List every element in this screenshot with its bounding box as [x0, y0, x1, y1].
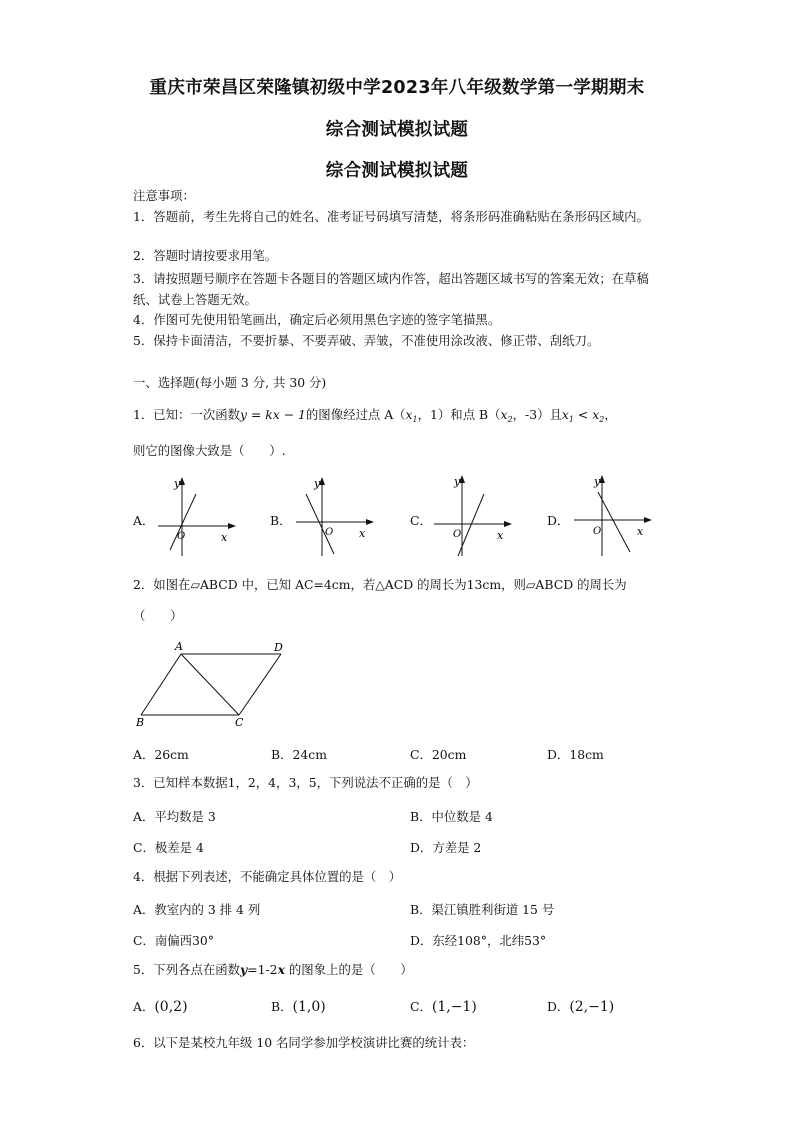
section-heading: 一、选择题(每小题 3 分, 共 30 分) — [133, 375, 327, 390]
q1-option-d-label[interactable]: D． — [547, 513, 570, 528]
q5-option-a-value: (0,2) — [154, 999, 188, 1015]
q3-option-d[interactable]: D．方差是 2 — [410, 840, 482, 855]
vertex-a-label: A — [175, 640, 183, 653]
question-2-line2: （ ） — [133, 608, 183, 623]
q2-option-a[interactable]: A．26cm — [133, 747, 189, 762]
q5-stem-suffix: 的图象上的是（ ） — [284, 962, 413, 977]
q1-option-c-label[interactable]: C． — [410, 513, 432, 528]
vertex-b-label: B — [136, 716, 145, 729]
q1-option-c-graph[interactable] — [428, 470, 518, 560]
q1-c-x-label: x — [497, 529, 504, 542]
note-item-1: 1．答题前，考生先将自己的姓名、准考证号码填写清楚，将条形码准确粘贴在条形码区域内。 — [133, 209, 649, 224]
q1-b-x-label: x — [359, 527, 366, 540]
vertex-d-label: D — [274, 641, 283, 654]
q1-x1: x — [405, 407, 413, 422]
q1-text-5: ， — [604, 407, 617, 422]
note-item-5: 5．保持卡面清洁，不要折暴、不要弄破、弄皱，不准使用涂改液、修正带、刮纸刀。 — [133, 333, 600, 348]
q5-option-d-label: D． — [547, 999, 570, 1014]
q2-option-c[interactable]: C．20cm — [410, 747, 467, 762]
q2-option-d[interactable]: D．18cm — [547, 747, 604, 762]
page-subtitle: 综合测试模拟试题 — [325, 120, 469, 140]
q1-formula: y = kx − 1 — [240, 407, 306, 422]
question-6-stem: 6．以下是某校九年级 10 名同学参加学校演讲比赛的统计表： — [133, 1035, 475, 1050]
note-item-3: 3．请按照题号顺序在答题卡各题目的答题区域内作答，超出答题区域书写的答案无效；在草稿纸、试卷上答题无效。 — [133, 271, 649, 307]
q3-option-a[interactable]: A．平均数是 3 — [133, 809, 216, 824]
page-subtitle-repeat: 综合测试模拟试题 — [325, 161, 469, 181]
q1-option-a-graph[interactable] — [152, 472, 242, 560]
q1-c-y-label: y — [454, 475, 461, 488]
q1-x2-sub: 2 — [507, 415, 513, 424]
q1-option-b-label[interactable]: B． — [270, 513, 292, 528]
q5-option-b[interactable] — [271, 997, 326, 1015]
q4-option-d[interactable]: D．东经108°，北纬53° — [410, 933, 547, 948]
q1-option-a-label[interactable]: A． — [133, 513, 155, 528]
q5-option-a[interactable] — [133, 997, 188, 1015]
question-2-stem: 2．如图在▱ABCD 中，已知 AC=4cm，若△ACD 的周长为13cm，则▱ABCD 的周长为 — [133, 577, 627, 592]
q1-a-y-label: y — [174, 477, 181, 490]
q4-option-a[interactable]: A．教室内的 3 排 4 列 — [133, 902, 261, 917]
q3-option-c[interactable]: C．极差是 4 — [133, 840, 204, 855]
vertex-c-label: C — [235, 716, 244, 729]
page-title: 重庆市荣昌区荣隆镇初级中学2023年八年级数学第一学期期末 — [149, 78, 645, 98]
q2-option-b[interactable]: B．24cm — [271, 747, 327, 762]
question-3-stem: 3．已知样本数据1，2，4，3，5，下列说法不正确的是（ ） — [133, 775, 478, 790]
q5-option-c-value: (1,−1) — [431, 999, 477, 1015]
q1-option-b-graph[interactable] — [290, 472, 380, 560]
q1-cond-x1-sub: 1 — [568, 415, 574, 424]
q4-option-c[interactable]: C．南偏西30° — [133, 933, 215, 948]
q1-a-x-label: x — [221, 531, 228, 544]
question-1-stem — [133, 407, 617, 428]
q1-text-3: ，1）和点 B（ — [417, 407, 501, 422]
note-item-4: 4．作图可先使用铅笔画出，确定后必须用黑色字迹的签字笔描黑。 — [133, 312, 501, 327]
q5-option-b-value: (1,0) — [292, 999, 326, 1015]
q1-cond-x2-sub: 2 — [599, 415, 605, 424]
q1-text-1: 1．已知：一次函数 — [133, 407, 241, 422]
q5-option-c[interactable] — [410, 997, 477, 1015]
notes-heading: 注意事项： — [133, 188, 195, 203]
q1-x1-sub: 1 — [412, 415, 418, 424]
parallelogram-figure — [133, 637, 293, 729]
question-4-stem: 4．根据下列表述，不能确定具体位置的是（ ） — [133, 869, 402, 884]
q1-d-x-label: x — [637, 525, 644, 538]
q5-option-c-label: C． — [410, 999, 432, 1014]
q5-option-d[interactable] — [547, 997, 614, 1015]
q1-text-4: ，-3）且 — [512, 407, 562, 422]
note-item-2: 2．答题时请按要求用笔。 — [133, 248, 278, 263]
q5-option-b-label: B． — [271, 999, 293, 1014]
q3-option-b[interactable]: B．中位数是 4 — [410, 809, 493, 824]
question-1-line2: 则它的图像大致是（ ）. — [133, 443, 286, 458]
q5-option-a-label: A． — [133, 999, 155, 1014]
q4-option-b[interactable]: B．渠江镇胜利街道 15 号 — [410, 902, 555, 917]
q5-func-eq: =1-2 — [247, 962, 278, 977]
q1-cond-x1: x — [561, 407, 569, 422]
q1-text-2: 的图像经过点 A（ — [305, 407, 406, 422]
q5-func-y: y — [240, 962, 248, 977]
q1-b-origin: O — [325, 527, 334, 538]
q1-option-d-graph[interactable] — [568, 470, 658, 560]
q5-stem-prefix: 5．下列各点在函数 — [133, 962, 241, 977]
q1-cond-x2: x — [592, 407, 600, 422]
q1-x2: x — [500, 407, 508, 422]
q5-option-d-value: (2,−1) — [569, 999, 615, 1015]
q1-d-y-label: y — [594, 475, 601, 488]
question-5-stem — [133, 962, 413, 978]
q1-cond-lt: < — [573, 407, 593, 422]
q1-d-origin: O — [593, 526, 602, 537]
q1-a-origin: O — [177, 531, 186, 542]
q1-b-y-label: y — [314, 477, 321, 490]
q5-func-x: x — [277, 962, 285, 977]
q1-c-origin: O — [453, 529, 462, 540]
